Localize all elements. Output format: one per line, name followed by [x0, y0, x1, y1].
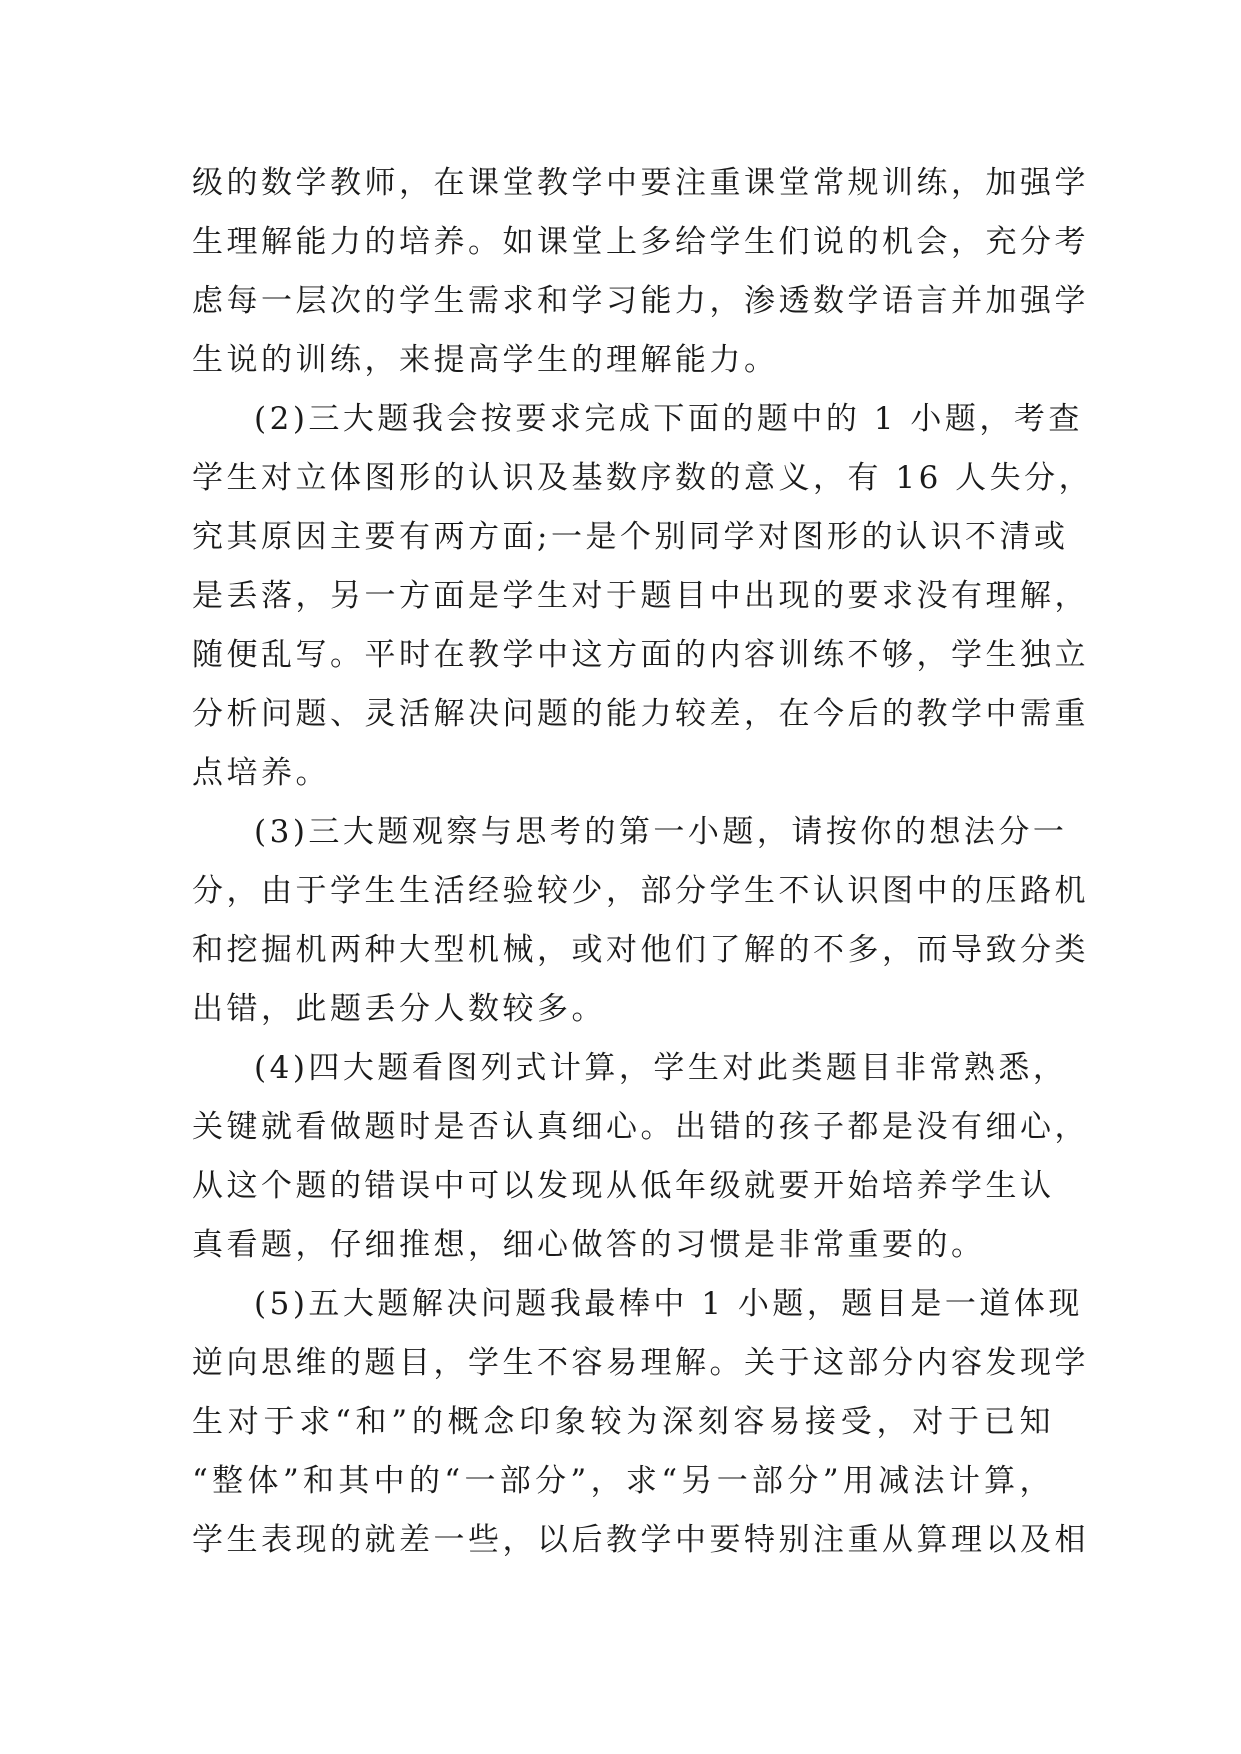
text-line: 究其原因主要有两方面;一是个别同学对图形的认识不清或 [192, 519, 1069, 555]
text-line: (4)四大题看图列式计算，学生对此类题目非常熟悉， [254, 1050, 1068, 1086]
text-line: 关键就看做题时是否认真细心。出错的孩子都是没有细心， [192, 1109, 1089, 1145]
text-line: “整体”和其中的“一部分”，求“另一部分”用减法计算， [192, 1463, 1054, 1499]
text-line: 和挖掘机两种大型机械，或对他们了解的不多，而导致分类 [192, 932, 1089, 968]
text-line: 生理解能力的培养。如课堂上多给学生们说的机会，充分考 [192, 224, 1089, 260]
paragraph-1 [192, 154, 1089, 390]
paragraph-3 [192, 803, 1089, 1039]
text-line: (2)三大题我会按要求完成下面的题中的 1 小题，考查 [254, 401, 1083, 437]
text-line: 学生表现的就差一些，以后教学中要特别注重从算理以及相 [192, 1522, 1089, 1558]
paragraph-4 [192, 1039, 1089, 1275]
text-line: (3)三大题观察与思考的第一小题，请按你的想法分一 [254, 814, 1068, 850]
text-line: 逆向思维的题目，学生不容易理解。关于这部分内容发现学 [192, 1345, 1089, 1381]
document-body [192, 154, 1094, 1570]
paragraph-5 [192, 1275, 1089, 1570]
text-line: 出错，此题丢分人数较多。 [192, 991, 606, 1027]
text-line: 随便乱写。平时在教学中这方面的内容训练不够，学生独立 [192, 637, 1089, 673]
text-line: 分，由于学生生活经验较少，部分学生不认识图中的压路机 [192, 873, 1089, 909]
text-line: 点培养。 [192, 755, 330, 791]
paragraph-2 [192, 390, 1094, 803]
text-line: 生说的训练，来提高学生的理解能力。 [192, 342, 779, 378]
text-line: 从这个题的错误中可以发现从低年级就要开始培养学生认 [192, 1168, 1055, 1204]
text-line: 级的数学教师，在课堂教学中要注重课堂常规训练，加强学 [192, 165, 1089, 201]
text-line: (5)五大题解决问题我最棒中 1 小题，题目是一道体现 [254, 1286, 1083, 1322]
text-line: 生对于求“和”的概念印象较为深刻容易接受，对于已知 [192, 1404, 1054, 1440]
text-line: 真看题，仔细推想，细心做答的习惯是非常重要的。 [192, 1227, 986, 1263]
text-line: 学生对立体图形的认识及基数序数的意义，有 16 人失分， [192, 460, 1094, 496]
text-line: 是丢落，另一方面是学生对于题目中出现的要求没有理解， [192, 578, 1089, 614]
text-line: 虑每一层次的学生需求和学习能力，渗透数学语言并加强学 [192, 283, 1089, 319]
text-line: 分析问题、灵活解决问题的能力较差，在今后的教学中需重 [192, 696, 1089, 732]
